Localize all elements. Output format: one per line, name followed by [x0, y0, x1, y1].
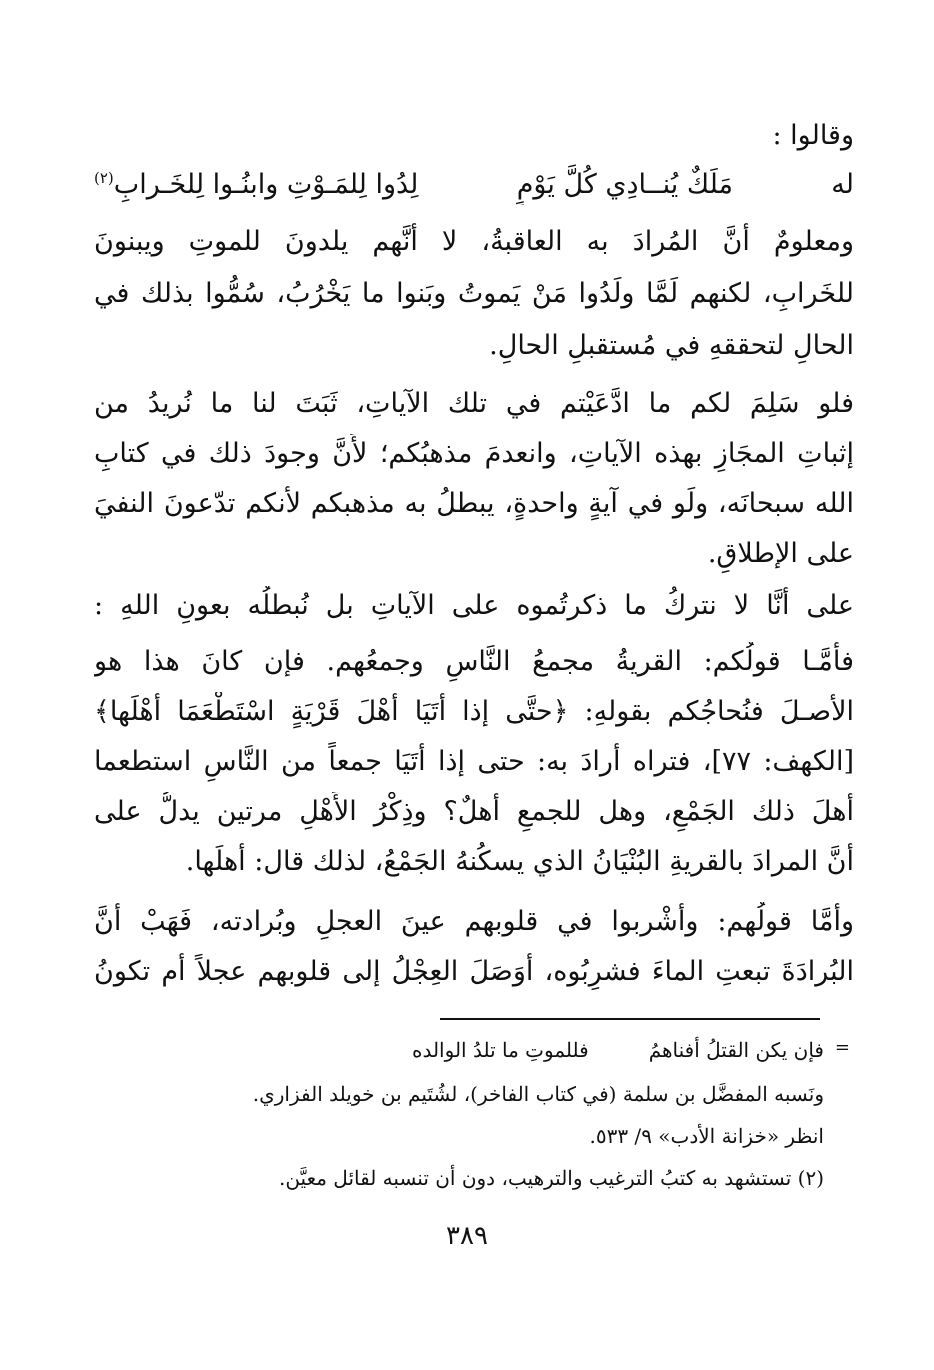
paragraph-3-line-1: على أَنَّا لا نتركُ ما ذكرتُموه على الآياتِ بل نُبطلُه بعونِ اللهِ :: [94, 590, 854, 621]
paragraph-1-line-3: الحالِ لتحققهِ في مُستقبلِ الحالِ.: [489, 330, 854, 361]
paragraph-2-line-1: فلو سَلِمَ لكم ما ادَّعَيْتم في تلك الآياتِ، ثَبَتَ لنا ما نُريدُ من: [94, 388, 854, 419]
footnote-line-4: (٢) تستشهد به كتبُ الترغيب والترهيب، دون أن تنسبه لقائل معيَّن.: [278, 1166, 824, 1190]
verse-hemistich-1: مَلَكٌ يُنــادِي كُلَّ يَوْمٍ: [516, 169, 733, 200]
paragraph-4-line-1: فأَمَّـا قولُكم: القريةُ مجمعُ النَّاسِ وجمعُهم. فإن كانَ هذا هو: [94, 646, 854, 677]
verse-prefix: له: [831, 169, 854, 200]
paragraph-4-line-2: الأصـلَ فنُحاجُكم بقولهِ: ﴿حتَّى إذا أَتَيَا أَهْلَ قَرْيَةٍ اسْتَطْعَمَا أَهْلَها﴾: [94, 696, 854, 727]
paragraph-4-line-5: أَنَّ المرادَ بالقريةِ البُنْيَانُ الذي يسكُنهُ الجَمْعُ، لذلك قال: أهلَها.: [185, 846, 854, 877]
paragraph-1-line-1: ومعلومٌ أَنَّ المُرادَ به العاقبةُ، لا أنَّهم يلدونَ للموتِ ويبنونَ: [94, 226, 854, 257]
page-number: ٣٨٩: [446, 1221, 488, 1251]
footnote-verse-hemistich-1: فإن يكن القتلُ أفناهمُ: [648, 1038, 824, 1062]
intro-line: [94, 116, 854, 156]
paragraph-1-line-2: للخَرابِ، لكنهم لَمَّا ولَدُوا مَنْ يَموتُ وبَنوا ما يَخْرُبُ، سُمُّوا بذلك في: [94, 278, 854, 309]
footnote-line-3: انظر «خزانة الأدب» ٩/ ٥٣٣.: [589, 1124, 824, 1148]
intro-text: وقالوا :: [772, 120, 854, 151]
verse-hemistich-2-wrap: [94, 158, 418, 205]
paragraph-5-line-1: وأَمَّا قولُهم: وأُشْربوا في قلوبهم عينَ العجلِ وبُرادته، فَهَبْ أنَّ: [94, 906, 854, 937]
paragraph-2-line-2: إثباتِ المجَازِ بهذه الآياتِ، وانعدمَ مذهبُكم؛ لأَنَّ وجودَ ذلك في كتابِ: [94, 438, 854, 469]
paragraph-4-line-4: أهلَ ذلك الجَمْعِ، وهل للجمعِ أهلٌ؟ وذِكْرُ الأَهْلِ مرتين يدلُّ على: [94, 796, 854, 827]
footnote-verse: [104, 1034, 824, 1066]
paragraph-4-line-3: [الكهف: ٧٧]، فتراه أرادَ به: حتى إذا أتَيَا جمعاً من النَّاسِ استطعما: [94, 746, 854, 777]
paragraph-5-line-2: البُرادَةَ تبعتِ الماءَ فشرِبُوه، أَوَصَلَ العِجْلُ إلى قلوبهم عجلاً أم تكونُ: [94, 956, 854, 987]
footnote-separator: [440, 1018, 820, 1020]
paragraph-2-line-3: الله سبحانَه، ولَو في آيةٍ واحدةٍ، يبطلُ به مذهبكم لأنكم تدّعونَ النفيَ: [94, 488, 854, 519]
footnote-continuation-marker: =: [834, 1037, 850, 1058]
footnote-verse-hemistich-2: فللموتِ ما تلدُ الوالده: [411, 1038, 589, 1062]
footnote-line-2: ونَسبه المفضَّل بن سلمة (في كتاب الفاخر)، لشُتَيم بن خويلد الفزاري.: [252, 1082, 824, 1106]
poetry-verse: [94, 158, 854, 205]
footnote-reference: (٢): [94, 169, 114, 187]
verse-hemistich-2: لِدُوا لِلمَـوْتِ وابنُـوا لِلخَـرابِ: [113, 169, 419, 200]
paragraph-2-line-4: على الإطلاقِ.: [707, 538, 854, 569]
